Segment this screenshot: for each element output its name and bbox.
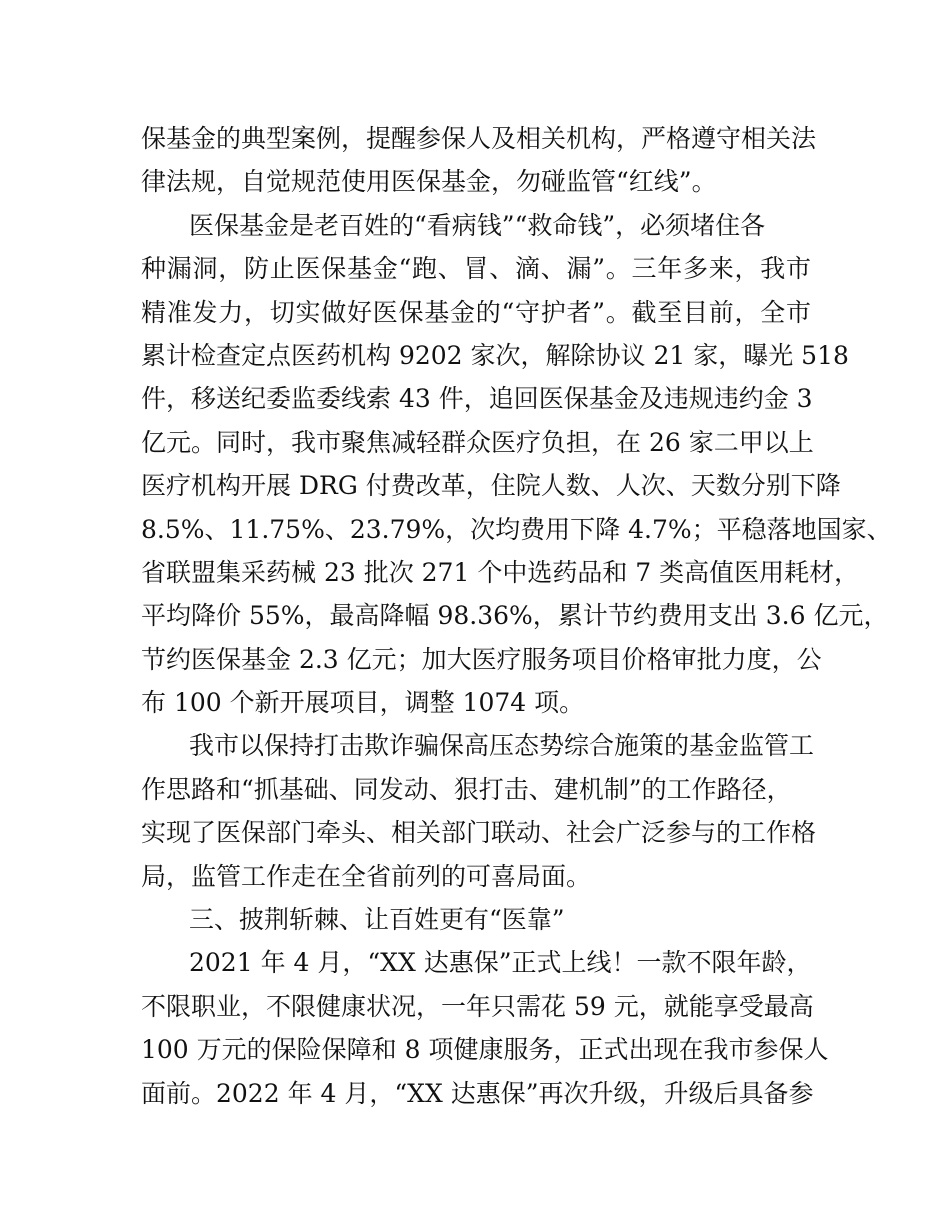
paragraph-line: 节约医保基金 2.3 亿元；加大医疗服务项目价格审批力度，公	[141, 644, 822, 674]
document-body	[141, 117, 892, 1115]
paragraph-line: 律法规，自觉规范使用医保基金，勿碰监管“红线”。	[141, 167, 717, 197]
paragraph-line: 面前。2022 年 4 月，“XX 达惠保”再次升级，升级后具备参	[141, 1078, 814, 1108]
paragraph-line: 实现了医保部门牵头、相关部门联动、社会广泛参与的工作格	[141, 818, 817, 848]
paragraph-line: 精准发力，切实做好医保基金的“守护者”。截至目前，全市	[141, 297, 811, 327]
paragraph-line: 我市以保持打击欺诈骗保高压态势综合施策的基金监管工	[189, 731, 815, 761]
section-heading: 三、披荆斩棘、让百姓更有“医靠”	[189, 905, 565, 935]
paragraph-line: 2021 年 4 月，“XX 达惠保”正式上线！一款不限年龄，	[189, 948, 812, 978]
paragraph-line: 平均降价 55%，最高降幅 98.36%，累计节约费用支出 3.6 亿元，	[141, 601, 889, 631]
paragraph-line: 医疗机构开展 DRG 付费改革，住院人数、人次、天数分别下降	[141, 471, 841, 501]
paragraph-line: 省联盟集采药械 23 批次 271 个中选药品和 7 类高值医用耗材，	[141, 557, 860, 587]
paragraph-line: 累计检查定点医药机构 9202 家次，解除协议 21 家，曝光 518	[141, 340, 849, 370]
paragraph-line: 作思路和“抓基础、同发动、狠打击、建机制”的工作路径，	[141, 774, 792, 804]
paragraph-line: 种漏洞，防止医保基金“跑、冒、滴、漏”。三年多来，我市	[141, 254, 811, 284]
paragraph-line: 保基金的典型案例，提醒参保人及相关机构，严格遵守相关法	[141, 124, 817, 153]
paragraph-line: 不限职业，不限健康状况，一年只需花 59 元，就能享受最高	[141, 991, 814, 1021]
paragraph-line: 100 万元的保险保障和 8 项健康服务，正式出现在我市参保人	[141, 1035, 829, 1065]
paragraph-line: 布 100 个新开展项目，调整 1074 项。	[141, 688, 585, 718]
paragraph-line: 医保基金是老百姓的“看病钱”“救命钱”，必须堵住各	[189, 210, 766, 240]
paragraph-line: 局，监管工作走在全省前列的可喜局面。	[141, 861, 592, 891]
paragraph-line: 件，移送纪委监委线索 43 件，追回医保基金及违规违约金 3	[141, 384, 813, 414]
paragraph-line: 8.5%、11.75%、23.79%，次均费用下降 4.7%；平稳落地国家、	[141, 514, 892, 544]
paragraph-line: 亿元。同时，我市聚焦减轻群众医疗负担，在 26 家二甲以上	[141, 427, 814, 457]
